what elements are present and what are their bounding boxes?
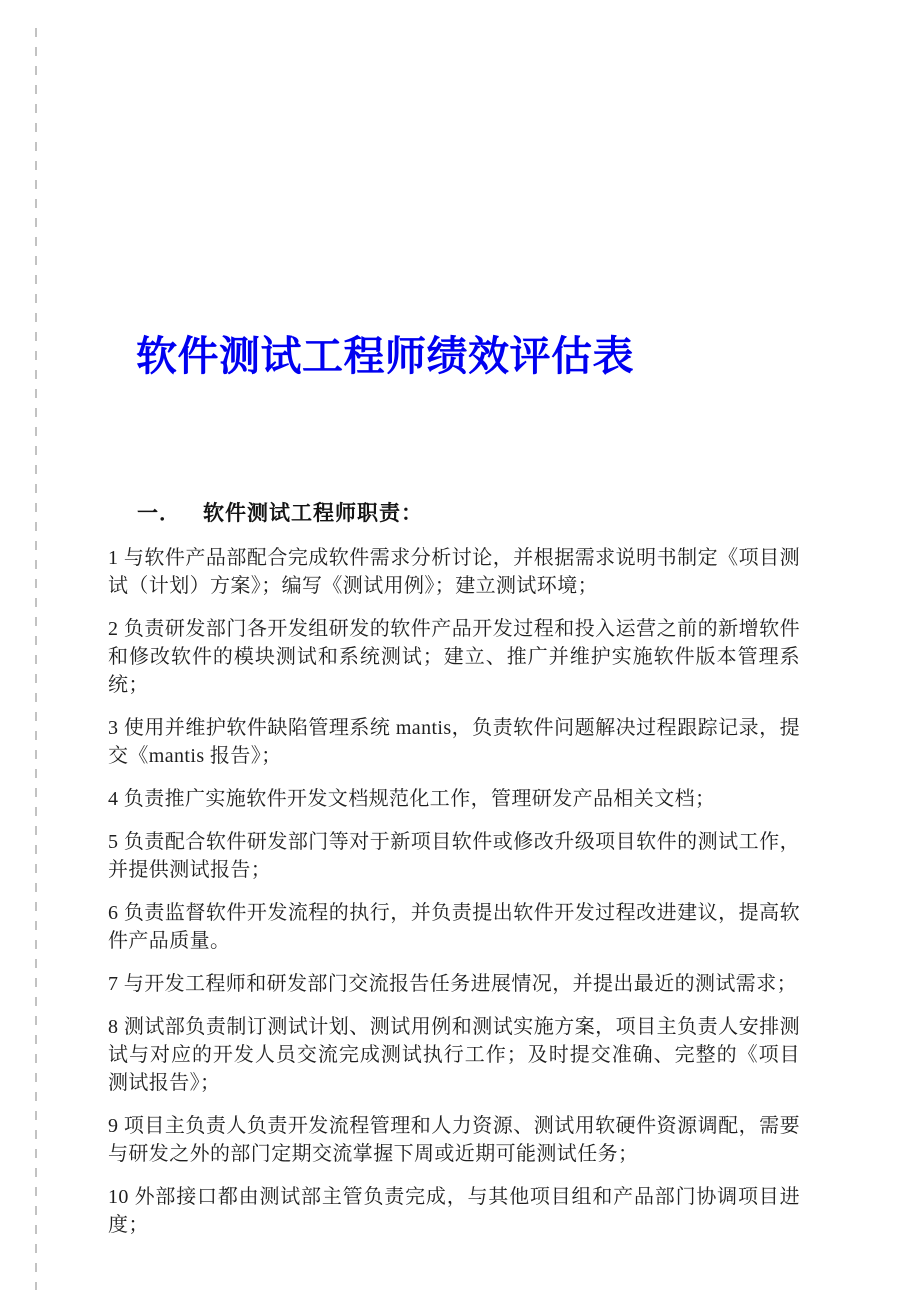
section-heading (137, 500, 423, 526)
duty-paragraph-7: 7 与开发工程师和研发部门交流报告任务进展情况，并提出最近的测试需求； (108, 973, 797, 995)
duty-paragraph-6: 6 负责监督软件开发流程的执行，并负责提出软件开发过程改进建议，提高软件产品质量。 (108, 902, 800, 952)
document-title: 软件测试工程师绩效评估表 (136, 333, 634, 379)
duty-paragraph-5: 5 负责配合软件研发部门等对于新项目软件或修改升级项目软件的测试工作，并提供测试报告； (108, 831, 800, 881)
duty-paragraph-2: 2 负责研发部门各开发组研发的软件产品开发过程和投入运营之前的新增软件和修改软件的模块测试和系统测试；建立、推广并维护实施软件版本管理系统； (108, 618, 800, 696)
text-boundary-dashed-line (35, 28, 37, 1290)
duty-paragraph-4: 4 负责推广实施软件开发文档规范化工作，管理研发产品相关文档； (108, 788, 716, 810)
duty-paragraph-9: 9 项目主负责人负责开发流程管理和人力资源、测试用软硬件资源调配，需要与研发之外的部门定期交流掌握下周或近期可能测试任务； (108, 1115, 800, 1165)
section-title: 软件测试工程师职责： (203, 501, 423, 525)
duty-paragraph-1: 1 与软件产品部配合完成软件需求分析讨论，并根据需求说明书制定《项目测试（计划）方案》；编写《测试用例》；建立测试环境； (108, 547, 800, 597)
section-number: 一． (137, 501, 181, 525)
duties-list (108, 544, 800, 1254)
duty-paragraph-10: 10 外部接口都由测试部主管负责完成，与其他项目组和产品部门协调项目进度； (108, 1186, 800, 1236)
duty-paragraph-8: 8 测试部负责制订测试计划、测试用例和测试实施方案，项目主负责人安排测试与对应的开发人员交流完成测试执行工作；及时提交准确、完整的《项目测试报告》； (108, 1016, 800, 1094)
duty-paragraph-3: 3 使用并维护软件缺陷管理系统 mantis，负责软件问题解决过程跟踪记录，提交《mantis 报告》； (108, 717, 800, 767)
